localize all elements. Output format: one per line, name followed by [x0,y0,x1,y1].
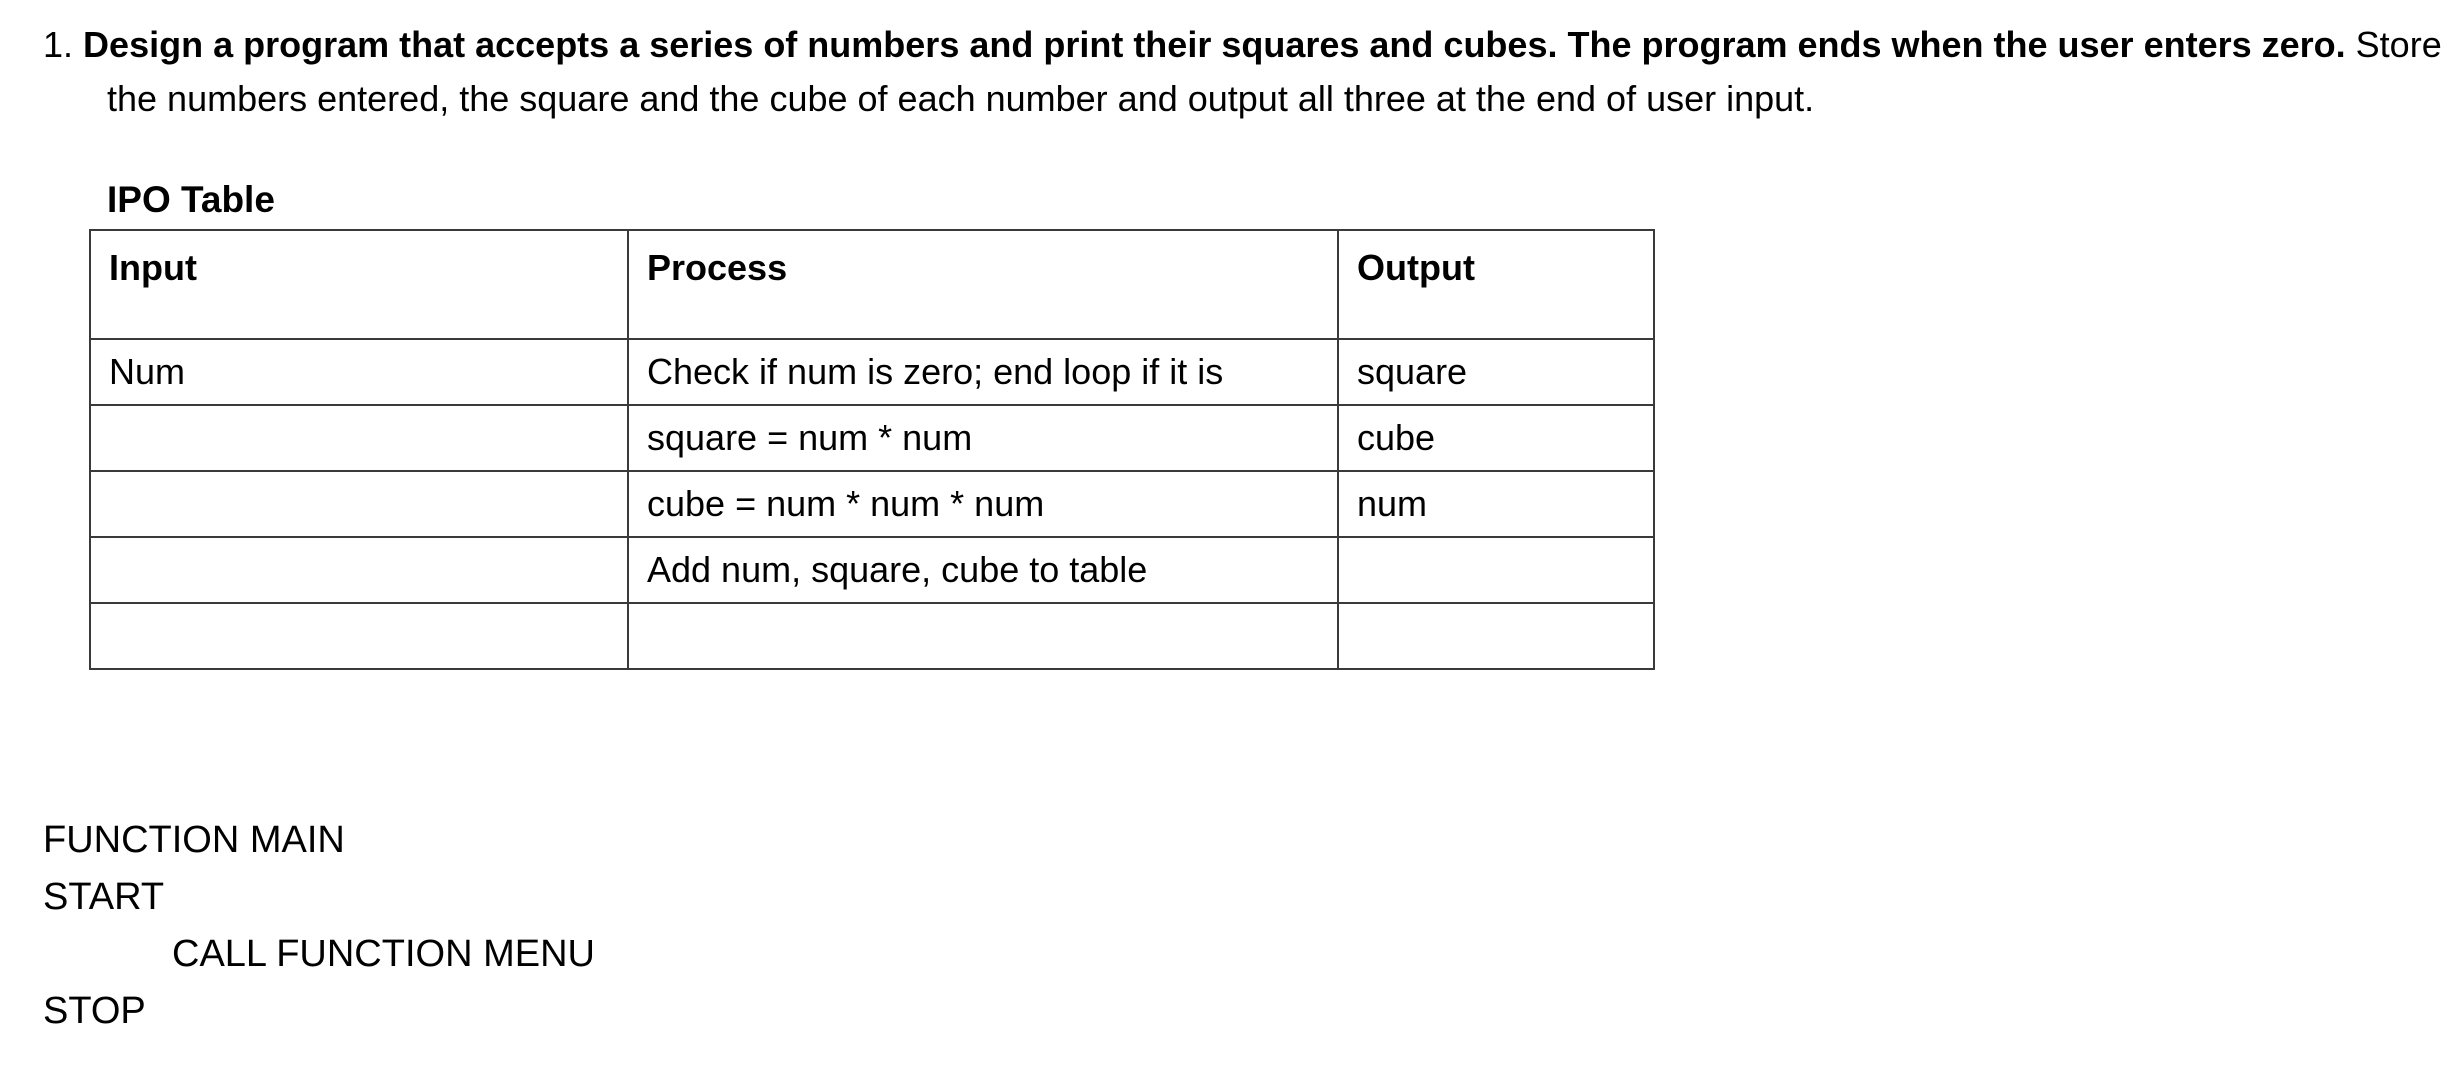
cell-output [1338,537,1654,603]
cell-process [628,603,1338,669]
ipo-table-title: IPO Table [107,179,275,220]
cell-process: cube = num * num * num [628,471,1338,537]
cell-output [1338,603,1654,669]
cell-input: Num [90,339,628,405]
cell-input [90,537,628,603]
pseudocode-line: START [43,876,165,918]
pseudocode-line: STOP [43,990,146,1032]
ipo-table [89,229,1655,670]
cell-input [90,603,628,669]
question-bold-text: Design a program that accepts a series of numbers and print their squares and cubes. The program ends when the user enters zero. [83,24,2346,65]
table-row [90,537,1654,603]
cell-input [90,471,628,537]
cell-process: Check if num is zero; end loop if it is [628,339,1338,405]
cell-input [90,405,628,471]
question-text [43,18,2442,126]
header-process: Process [628,230,1338,339]
question-line-1 [43,18,2442,72]
pseudocode-line: FUNCTION MAIN [43,819,345,861]
cell-process: square = num * num [628,405,1338,471]
cell-process: Add num, square, cube to table [628,537,1338,603]
ipo-header-row [90,230,1654,339]
cell-output: square [1338,339,1654,405]
table-row [90,471,1654,537]
header-input: Input [90,230,628,339]
table-row [90,405,1654,471]
table-row [90,339,1654,405]
table-row [90,603,1654,669]
cell-output: cube [1338,405,1654,471]
pseudocode-block [43,812,595,1040]
pseudocode-line: CALL FUNCTION MENU [172,933,595,975]
question-line-2: the numbers entered, the square and the cube of each number and output all three at the end of user input. [107,78,1815,119]
header-output: Output [1338,230,1654,339]
question-normal-text: Store [2355,24,2442,65]
question-number: 1. [43,24,74,65]
cell-output: num [1338,471,1654,537]
